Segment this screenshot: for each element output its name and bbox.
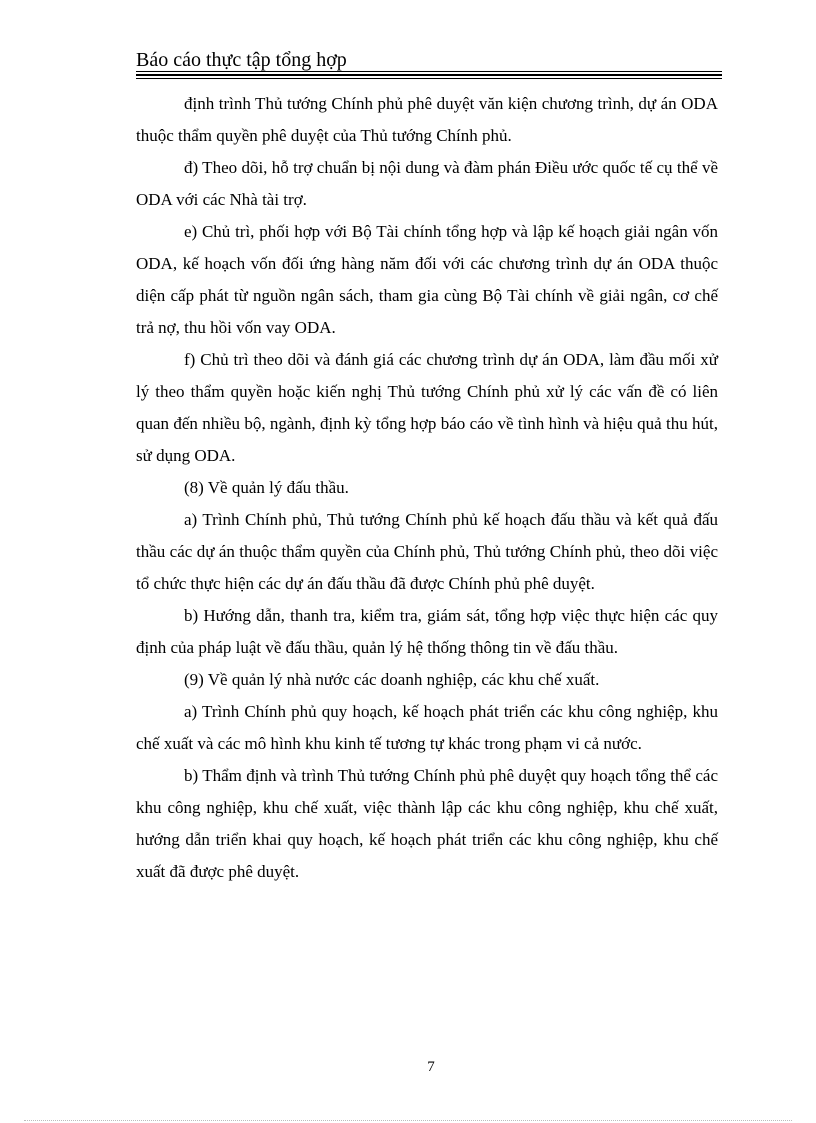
paragraph-continuation: định trình Thủ tướng Chính phủ phê duyệt văn kiện chương trình, dự án ODA thuộc thẩm quyền phê duyệt của Thủ tướng Chính phủ. bbox=[136, 94, 718, 145]
page-number: 7 bbox=[427, 1059, 435, 1075]
paragraph-item-f: f) Chủ trì theo dõi và đánh giá các chương trình dự án ODA, làm đầu mối xử lý theo thẩm quyền hoặc kiến nghị Thủ tướng Chính phủ xử lý các vấn đề có liên quan đến nhiều bộ, ngành, định kỳ tổng hợp báo cáo về tình hình và hiệu quả thu hút, sử dụng ODA. bbox=[136, 350, 718, 465]
header-rule-bottom bbox=[136, 78, 722, 79]
paragraph-8b: b) Hướng dẫn, thanh tra, kiểm tra, giám sát, tổng hợp việc thực hiện các quy định của pháp luật về đấu thầu, quản lý hệ thống thông tin về đấu thầu. bbox=[136, 606, 718, 657]
paragraph-9a: a) Trình Chính phủ quy hoạch, kế hoạch phát triển các khu công nghiệp, khu chế xuất và các mô hình khu kinh tế tương tự khác trong phạm vi cả nước. bbox=[136, 702, 718, 753]
header-rule-middle bbox=[136, 74, 722, 76]
paragraph-item-dd: đ) Theo dõi, hỗ trợ chuẩn bị nội dung và đàm phán Điều ước quốc tế cụ thể về ODA với các Nhà tài trợ. bbox=[136, 158, 718, 209]
document-body bbox=[136, 88, 718, 888]
paragraph-8a: a) Trình Chính phủ, Thủ tướng Chính phủ kế hoạch đấu thầu và kết quả đấu thầu các dự án thuộc thẩm quyền của Chính phủ, Thủ tướng Chính phủ, theo dõi việc tổ chức thực hiện các dự án đấu thầu đã được Chính phủ phê duyệt. bbox=[136, 510, 718, 593]
paragraph-9b: b) Thẩm định và trình Thủ tướng Chính phủ phê duyệt quy hoạch tổng thể các khu công nghiệp, khu chế xuất, việc thành lập các khu công nghiệp, khu chế xuất, hướng dẫn triển khai quy hoạch, kế hoạch phát triển các khu công nghiệp, khu chế xuất đã được phê duyệt. bbox=[136, 766, 718, 881]
section-heading-8: (8) Về quản lý đấu thầu. bbox=[184, 478, 349, 497]
section-heading-9: (9) Về quản lý nhà nước các doanh nghiệp, các khu chế xuất. bbox=[184, 670, 600, 689]
running-header-title: Báo cáo thực tập tổng hợp bbox=[136, 49, 347, 71]
header-rule-top bbox=[136, 71, 722, 72]
paragraph-item-e: e) Chủ trì, phối hợp với Bộ Tài chính tổng hợp và lập kế hoạch giải ngân vốn ODA, kế hoạch vốn đối ứng hàng năm đối với các chương trình dự án ODA thuộc diện cấp phát từ nguồn ngân sách, tham gia cùng Bộ Tài chính về giải ngân, cơ chế trả nợ, thu hồi vốn vay ODA. bbox=[136, 222, 718, 337]
page-bottom-divider bbox=[24, 1120, 792, 1121]
